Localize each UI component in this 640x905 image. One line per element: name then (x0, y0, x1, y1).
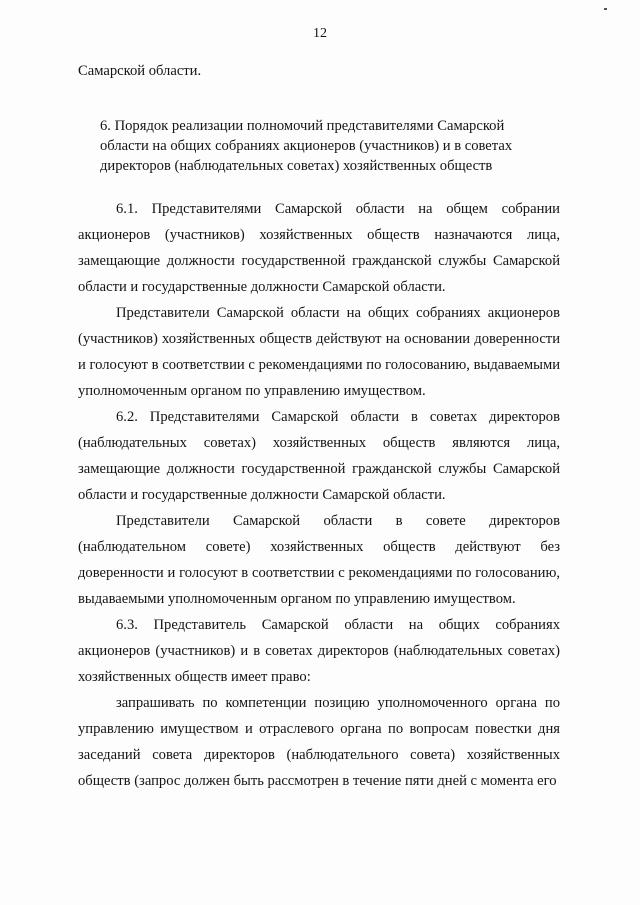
paragraph-6-2: 6.2. Представителями Самарской области в советах директоров (наблюдательных советах) хозяйственных обществ являются лица, замещающие должности государственной гражданской службы Самарской области и государственные должности Самарской области. (78, 409, 560, 503)
section-heading-line-3: директоров (наблюдательных советах) хозяйственных обществ (100, 158, 493, 174)
scan-mark (604, 8, 607, 10)
page-number: 12 (313, 26, 327, 41)
section-heading-line-2: области на общих собраниях акционеров (участников) и в советах (100, 138, 513, 154)
continued-text: Самарской области. (78, 63, 202, 79)
paragraph-right-to-request: запрашивать по компетенции позицию уполномоченного органа по управлению имуществом и отраслевого органа по вопросам повестки дня заседаний совета директоров (наблюдательного совета) хозяйственных обществ (запрос должен быть рассмотрен в течение пяти дней с момента его (78, 695, 560, 789)
page-content (78, 58, 560, 794)
paragraph-representatives-general-meetings: Представители Самарской области на общих собраниях акционеров (участников) хозяйственных обществ действуют на основании доверенности и голосуют в соответствии с рекомендациями по голосованию, выдаваемыми уполномоченным органом по управлению имуществом. (78, 305, 560, 399)
section-heading (78, 116, 560, 176)
paragraph-representatives-boards: Представители Самарской области в совете директоров (наблюдательном совете) хозяйственных обществ действуют без доверенности и голосуют в соответствии с рекомендациями по голосованию, выдаваемыми уполномоченным органом по управлению имуществом. (78, 513, 560, 607)
section-heading-line-1: 6. Порядок реализации полномочий представителями Самарской (100, 118, 505, 134)
paragraph-6-3: 6.3. Представитель Самарской области на общих собраниях акционеров (участников) и в советах директоров (наблюдательных советах) хозяйственных обществ имеет право: (78, 617, 560, 685)
paragraph-6-1: 6.1. Представителями Самарской области на общем собрании акционеров (участников) хозяйственных обществ назначаются лица, замещающие должности государственной гражданской службы Самарской области и государственные должности Самарской области. (78, 201, 560, 295)
